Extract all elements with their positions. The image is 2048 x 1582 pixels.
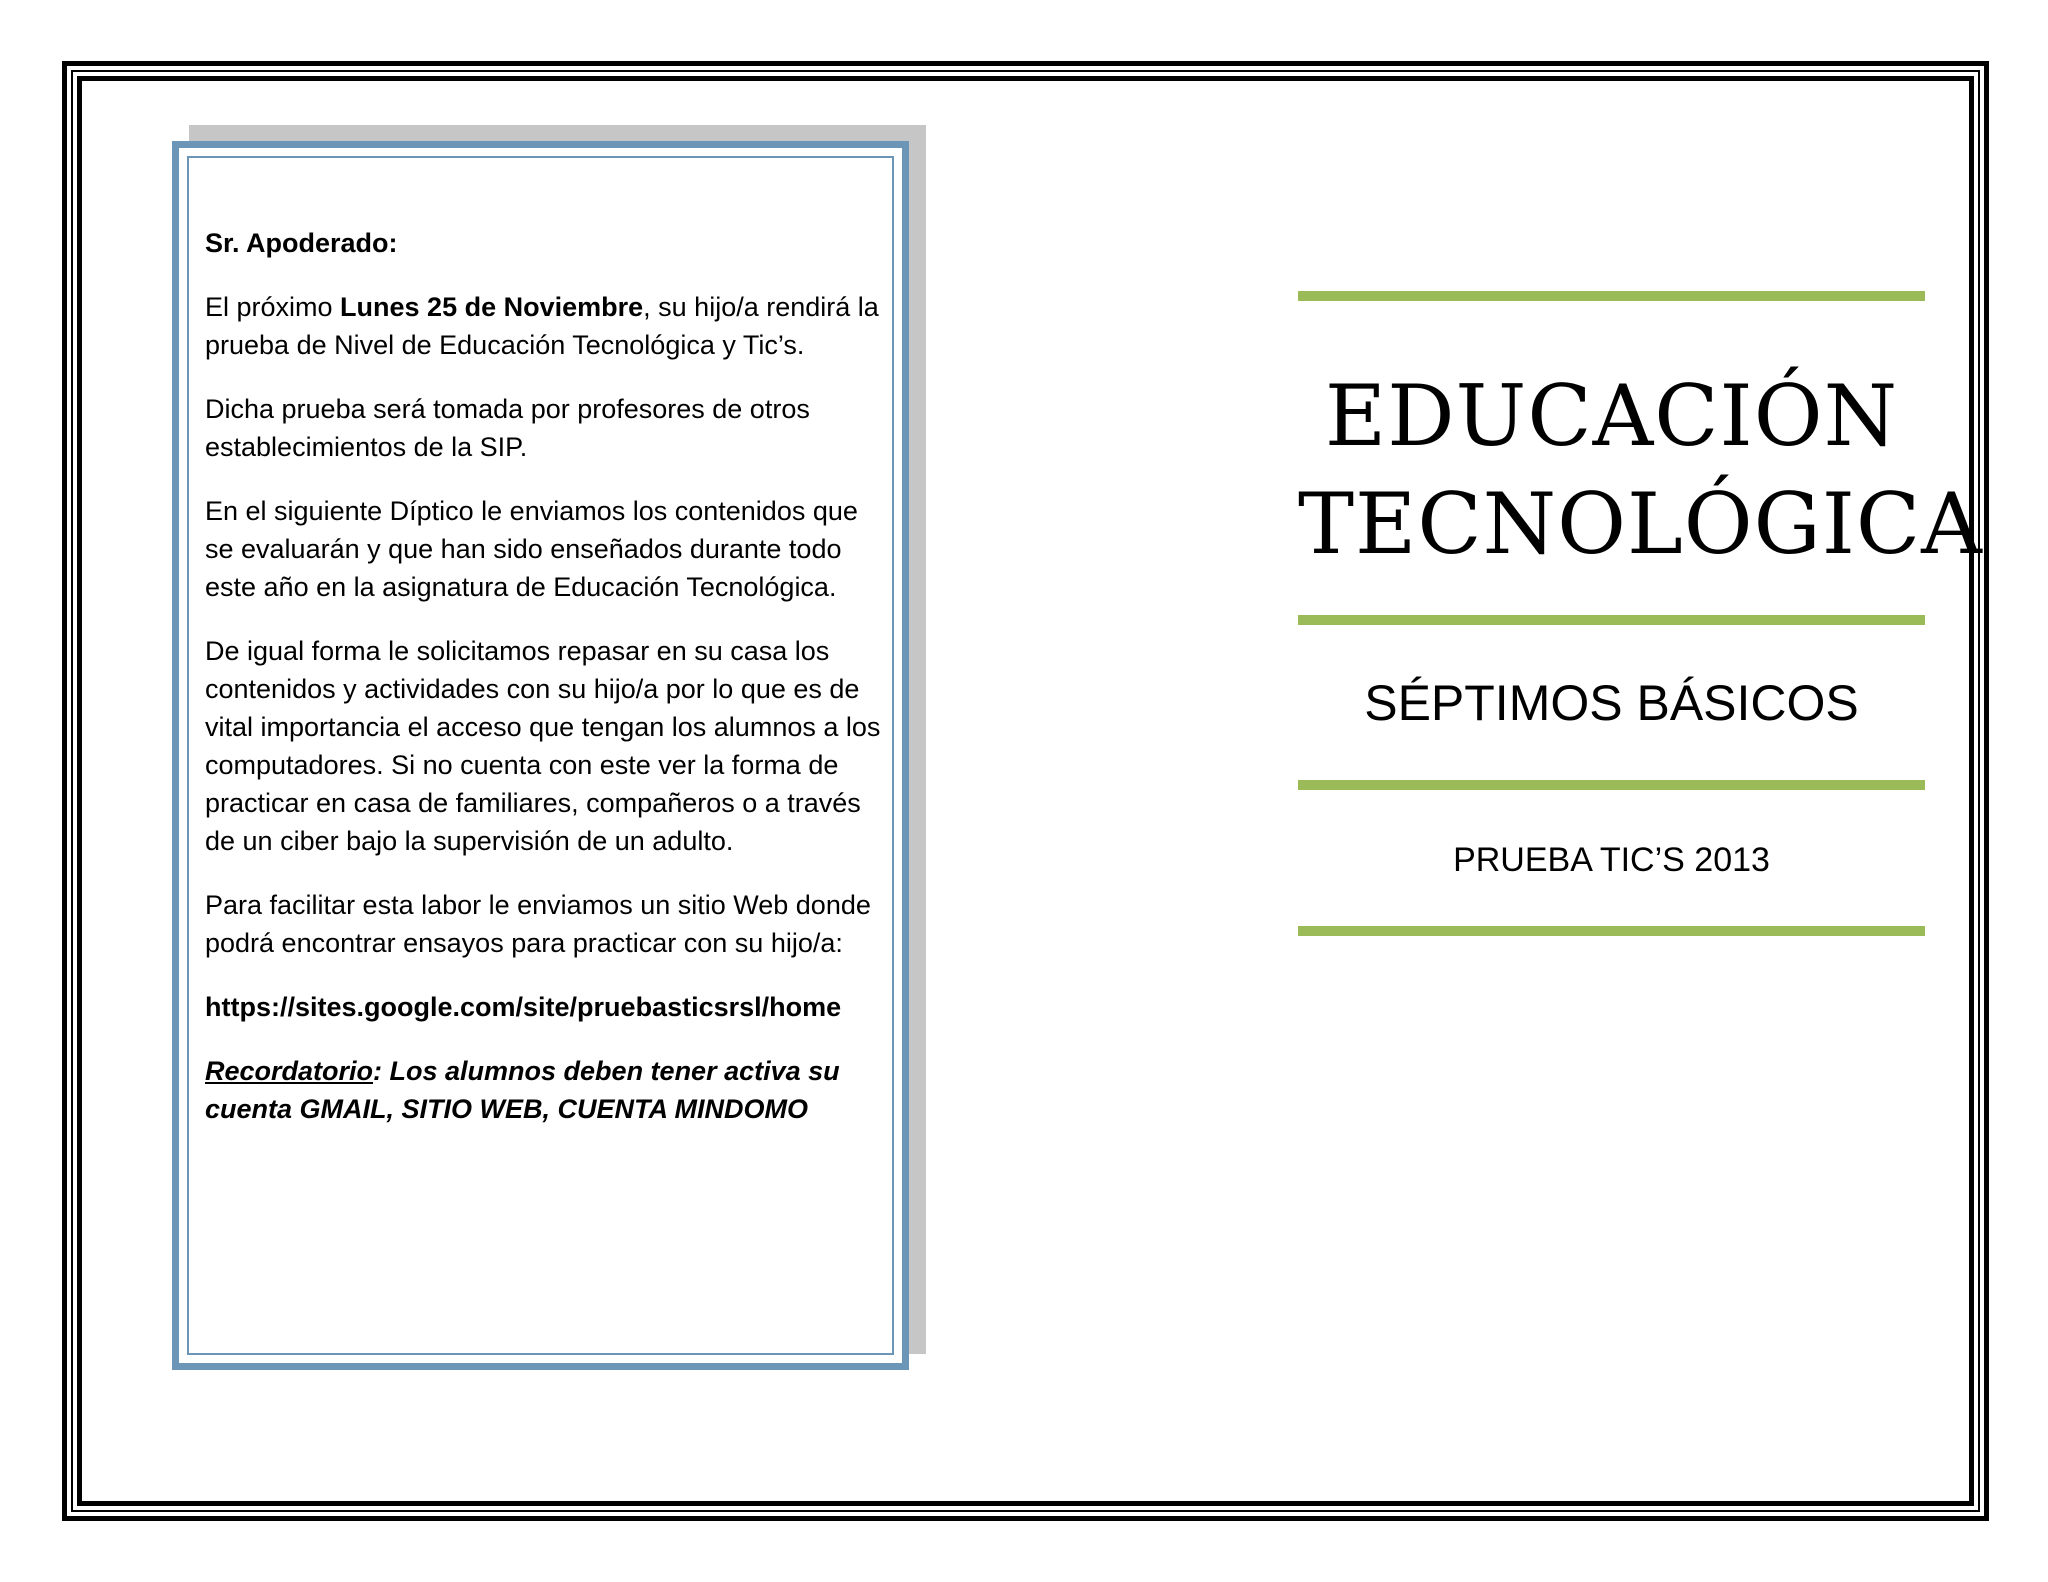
green-rule-4 — [1298, 926, 1925, 936]
cover-tagline: PRUEBA TIC’S 2013 — [1453, 841, 1770, 879]
cover-title-line-1: EDUCACIÓN — [1324, 367, 1899, 465]
reminder-label: Recordatorio — [205, 1056, 374, 1086]
letter-body — [205, 224, 885, 1154]
cover-title — [1298, 362, 1983, 578]
reminder-note: Recordatorio: Los alumnos deben tener activa su cuenta GMAIL, SITIO WEB, CUENTA MINDOMO — [205, 1056, 840, 1124]
green-rule-2 — [1298, 615, 1925, 625]
cover-subtitle: SÉPTIMOS BÁSICOS — [1364, 675, 1859, 731]
letter-paragraph-4: De igual forma le solicitamos repasar en su casa los contenidos y actividades con su hijo/a por lo que es de vital importancia el acceso que tengan los alumnos a los computadores. Si no cuenta con este ver la forma de practicar en casa de familiares, compañeros o a través de un ciber bajo la supervisión de un adulto. — [205, 636, 881, 856]
practice-site-url[interactable]: https://sites.google.com/site/pruebasticsrsl/home — [205, 992, 842, 1022]
letter-paragraph-3: En el siguiente Díptico le enviamos los contenidos que se evaluarán y que han sido enseñados durante todo este año en la asignatura de Educación Tecnológica. — [205, 496, 858, 602]
letter-paragraph-5: Para facilitar esta labor le enviamos un sitio Web donde podrá encontrar ensayos para practicar con su hijo/a: — [205, 890, 871, 958]
test-date: Lunes 25 de Noviembre — [340, 292, 644, 322]
letter-paragraph-1: El próximo Lunes 25 de Noviembre, su hijo/a rendirá la prueba de Nivel de Educación Tecnológica y Tic’s. — [205, 292, 879, 360]
cover-title-line-2: TECNOLÓGICA — [1298, 475, 1983, 573]
green-rule-1 — [1298, 291, 1925, 301]
green-rule-3 — [1298, 780, 1925, 790]
letter-paragraph-2: Dicha prueba será tomada por profesores de otros establecimientos de la SIP. — [205, 394, 810, 462]
letter-greeting: Sr. Apoderado: — [205, 228, 398, 258]
